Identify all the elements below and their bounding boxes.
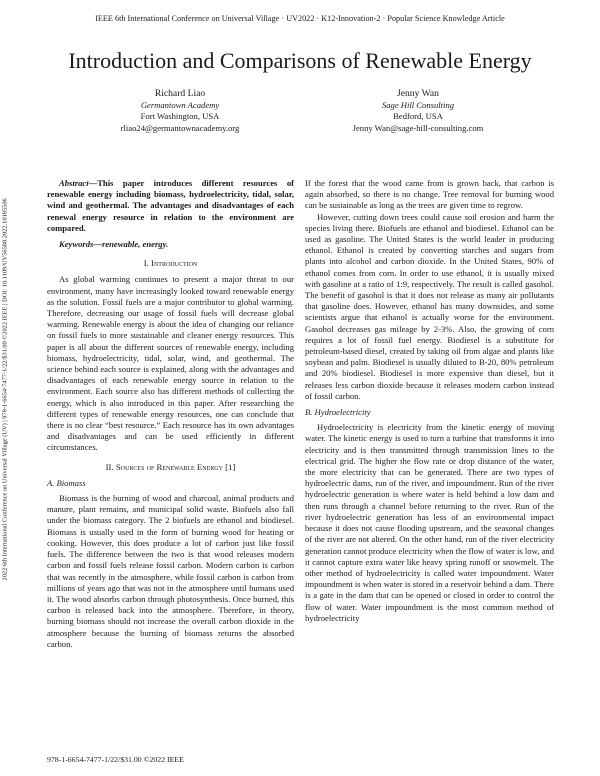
keywords-text: —renewable, energy. bbox=[93, 239, 169, 250]
footer-copyright: 978-1-6654-7477-1/22/$31.00 ©2022 IEEE bbox=[47, 755, 184, 764]
author-email: rliao24@germantownacademy.org bbox=[120, 122, 240, 133]
right-column bbox=[305, 178, 554, 624]
abstract-label: Abstract bbox=[59, 178, 89, 188]
author-email: Jenny Wan@sage-hill-consulting.com bbox=[352, 122, 484, 133]
biomass-paragraph: Biomass is the burning of wood and charcoal, animal products and manure, plant remains, and municipal solid waste. Biofuels also fall under the biomass category. The 2 biofuels are ethanol and biodiesel. Biomass is usually used in the form of burning wood for heating or cooking. However, this does produce a lot of carbon just like fossil fuels. The difference between the two is that wood releases modern carbon and fossil fuels release fossil carbon. Modern carbon is carbon that was recently in the atmosphere, while fossil carbon is carbon from millions of years ago that was not in the atmosphere until humans used it. The wood absorbs carbon through photosynthesis. Once burned, this carbon is released back into the atmosphere. Therefore, in theory, burning biomass should not increase the overall carbon dioxide in the atmosphere because the burning of biomass returns the absorbed carbon. bbox=[47, 493, 294, 649]
section-title: Sources of Renewable Energy [1] bbox=[115, 461, 236, 472]
section-title: Introduction bbox=[151, 258, 198, 269]
author-affiliation: Sage Hill Consulting bbox=[381, 99, 455, 110]
keywords bbox=[47, 239, 294, 250]
author-location: Bedford, USA bbox=[393, 111, 443, 122]
abstract bbox=[47, 178, 294, 234]
biofuels-paragraph: However, cutting down trees could cause soil erosion and harm the species living there. Biofuels are ethanol and biodiesel. Ethanol can be used as gasoline. The United States is the world leader in producing ethanol. Ethanol is created by converting starches and sugars from plants into alcohol and carbon dioxide. In the United States, 90% of ethanol comes from corn. In order to use ethanol, it is usually mixed with gasoline at a ratio of 1:9, respectively. The result is called gasohol. The benefit of gasohol is that it does not release as many air pollutants that gasoline does. However, ethanol has many downsides, and some scientists argue that ethanol is actually worse for the environment. Gasohol decreases gas mileage by 2-3%. Also, the growing of corn requires a lot of fossil fuel energy. Biodiesel is a substitute for petroleum-based diesel, created by taking oil from algae and plants like soybean and palm. Biodiesel is usually diluted to B-20, 80% petroleum and 20% biodiesel. Biodiesel is more expensive than diesel, but it releases less carbon dioxide because it releases modern carbon instead of fossil carbon. bbox=[305, 211, 554, 401]
side-doi-identifier: 2022 6th International Conference on Universal Village (UV) | 978-1-6654-7477-1/22/$31.00 ©2022 IEEE | DOI: 10.1109/UV56588.2022.10185506 bbox=[1, 198, 9, 581]
keywords-label: Keywords bbox=[59, 239, 94, 250]
running-head: IEEE 6th International Conference on Universal Village · UV2022 · K12-Innovation-2 · Popular Science Knowledge Article bbox=[95, 14, 505, 23]
subsection-heading-hydroelectricity: B. Hydroelectricity bbox=[305, 407, 371, 418]
author-name: Richard Liao bbox=[154, 88, 206, 99]
section-number: II. bbox=[105, 461, 114, 472]
left-column bbox=[47, 178, 294, 650]
author-name: Jenny Wan bbox=[397, 88, 439, 99]
author-block-2 bbox=[318, 88, 518, 134]
biomass-continued-paragraph: If the forest that the wood came from is grown back, that carbon is again absorbed, so there is no change. Tree removal for burning wood can be sustainable as long as the trees are given time to regrow. bbox=[305, 178, 554, 211]
subsection-heading-biomass: A. Biomass bbox=[47, 477, 86, 488]
paper-title: Introduction and Comparisons of Renewable Energy bbox=[68, 48, 532, 73]
hydro-paragraph: Hydroelectricity is electricity from the kinetic energy of moving water. The kinetic energy is used to turn a turbine that transforms it into electricity and is then transmitted through transmission lines to the electrical grid. The higher the flow rate or drop distance of the water, the more electricity that can be generated. There are two types of hydroelectric dams, run of the river, and impoundment. Run of the river hydroelectric generation is where water is held behind a low dam and then runs through a channel before returning to the river. Run of the river hydroelectric generation has less of an environmental impact because it does not cause flooding upstream, and the seasonal changes of the river are not altered. On the other hand, run of the river electricity generation cannot produce electricity when the flow of water is low, and it cannot capture extra water like heavy spring runoff or snowmelt. The other method of hydroelectricity is called water impoundment. Water impoundment is when water is stored in a reservoir behind a dam. There is a gate in the dam that can be opened or closed in order to control the flow of water. Water impoundment is the most common method of hydroelectricity bbox=[305, 422, 554, 623]
section-number: I. bbox=[143, 258, 149, 269]
intro-paragraph: As global warming continues to present a major threat to our environment, many have increasingly looked toward renewable energy as the solution. Fossil fuels are a major contributor to global warming. Therefore, decreasing our usage of fossil fuels will decrease global warming. Renewable energy is about the idea of changing our reliance on fossil fuels to more sustainable and cleaner energy resources. This paper is all about the different sources of renewable energy, including biomass, hydroelectricity, tidal, solar, wind, and geothermal. The science behind each source is explained, along with the advantages and disadvantages of each renewable energy source in relation to the environment. Each source also has different methods of collecting the energy, which is also introduced in this paper. After researching the different types of renewable energy resources, one can conclude that there is no clear “best resource.” Each resource has its own advantages and disadvantages and can be used efficiently in different circumstances. bbox=[47, 274, 294, 453]
abstract-text: —This paper introduces different resources of renewable energy including biomass, hydroelectricity, tidal, solar, wind and geothermal. The advantages and disadvantages of each renewal energy resource in relation to the environment are compared. bbox=[47, 178, 294, 233]
author-block-1 bbox=[80, 88, 280, 134]
section-heading-sources bbox=[47, 462, 294, 473]
author-location: Fort Washington, USA bbox=[140, 111, 220, 122]
section-heading-introduction bbox=[47, 258, 294, 269]
author-affiliation: Germantown Academy bbox=[140, 99, 220, 110]
